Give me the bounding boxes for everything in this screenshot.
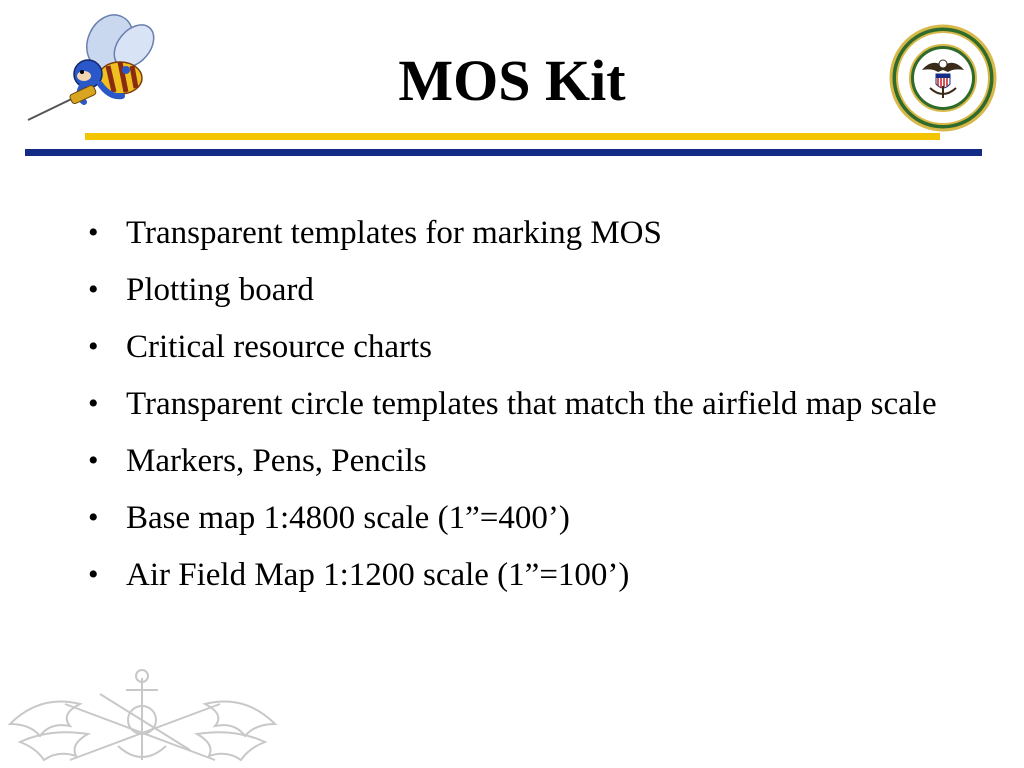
bullet-icon: • (88, 558, 99, 591)
header-rule-gold (85, 133, 940, 140)
list-item-text: Markers, Pens, Pencils (126, 443, 427, 479)
list-item (84, 326, 964, 368)
bullet-icon: • (88, 501, 99, 534)
list-item-text: Transparent circle templates that match the airfield map scale (126, 386, 937, 422)
navfac-seal-icon (884, 24, 1002, 132)
list-item (84, 269, 964, 311)
warfare-insignia-icon (0, 664, 285, 768)
list-item (84, 497, 964, 539)
bullet-icon: • (88, 387, 99, 420)
bullet-icon: • (88, 216, 99, 249)
list-item (84, 383, 964, 425)
page-title: MOS Kit (398, 48, 626, 113)
bullet-list (84, 212, 964, 611)
list-item-text: Base map 1:4800 scale (1”=400’) (126, 500, 570, 536)
bullet-icon: • (88, 273, 99, 306)
bullet-icon: • (88, 330, 99, 363)
bullet-icon: • (88, 444, 99, 477)
list-item (84, 554, 964, 596)
list-item-text: Critical resource charts (126, 329, 433, 365)
list-item (84, 212, 964, 254)
list-item (84, 440, 964, 482)
list-item-text: Plotting board (126, 272, 314, 308)
list-item-text: Air Field Map 1:1200 scale (1”=100’) (126, 557, 630, 593)
header-rule-blue (25, 149, 982, 156)
list-item-text: Transparent templates for marking MOS (126, 215, 662, 251)
